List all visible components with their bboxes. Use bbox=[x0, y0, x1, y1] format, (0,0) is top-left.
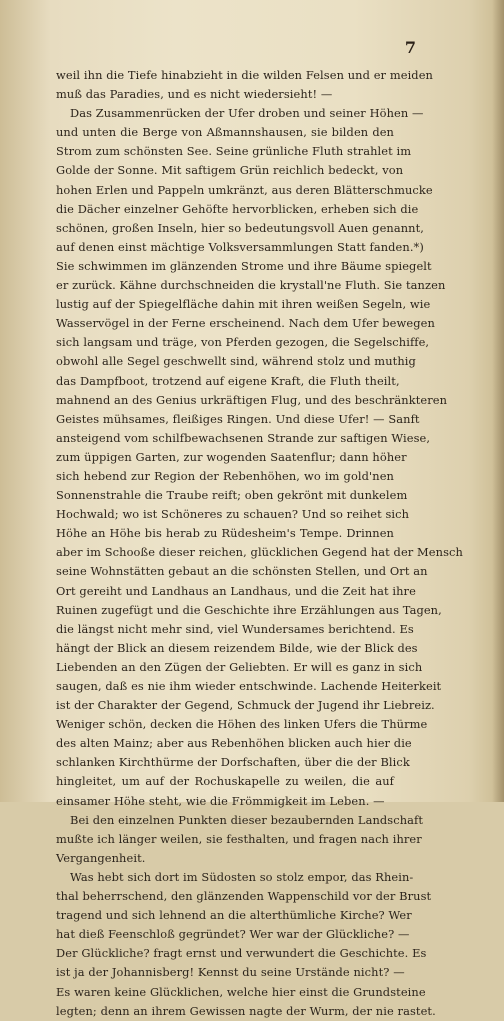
text-line: Der Glückliche? fragt ernst und verwundert die Geschichte. Es bbox=[56, 946, 427, 961]
text-line: auf denen einst mächtige Volksversammlungen Statt fanden.*) bbox=[56, 239, 424, 254]
text-line: Sonnenstrahle die Traube reift; oben gekrönt mit dunkelem bbox=[56, 488, 408, 503]
text-line: die Dächer einzelner Gehöfte hervorblicken, erheben sich die bbox=[56, 201, 419, 216]
text-line: sich hebend zur Region der Rebenhöhen, wo im gold'nen bbox=[56, 468, 394, 483]
text-line: Was hebt sich dort im Südosten so stolz empor, das Rhein- bbox=[70, 869, 414, 884]
text-line: zum üppigen Garten, zur wogenden Saatenflur; dann höher bbox=[56, 449, 407, 464]
text-line: und unten die Berge von Aßmannshausen, sie bilden den bbox=[56, 125, 394, 140]
page-number: 7 bbox=[404, 38, 416, 57]
text-line: schönen, großen Inseln, hier so bedeutungsvoll Auen genannt, bbox=[56, 220, 425, 235]
text-line: saugen, daß es nie ihm wieder entschwinde. Lachende Heiterkeit bbox=[56, 679, 442, 693]
text-line: einsamer Höhe steht, wie die Frömmigkeit im Leben. — bbox=[56, 793, 385, 808]
text-line: Sie schwimmen im glänzenden Strome und ihre Bäume spiegelt bbox=[56, 258, 432, 273]
text-line: die längst nicht mehr sind, viel Wundersames berichtend. Es bbox=[56, 621, 414, 636]
text-line: Bei den einzelnen Punkten dieser bezaubernden Landschaft bbox=[70, 812, 424, 827]
text-line: Höhe an Höhe bis herab zu Rüdesheim's Tempe. Drinnen bbox=[56, 526, 394, 541]
text-line: weil ihn die Tiefe hinabzieht in die wilden Felsen und er meiden bbox=[56, 68, 433, 82]
text-line: ist der Charakter der Gegend, Schmuck der Jugend ihr Liebreiz. bbox=[56, 698, 435, 713]
text-line: er zurück. Kähne durchschneiden die krystall'ne Fluth. Sie tanzen bbox=[56, 278, 446, 293]
text-line: sich langsam und träge, von Pferden gezogen, die Segelschiffe, bbox=[56, 335, 430, 350]
text-line: lustig auf der Spiegelfläche dahin mit ihren weißen Segeln, wie bbox=[56, 297, 431, 312]
page-gutter-shadow bbox=[492, 0, 504, 802]
text-line: Wasservögel in der Ferne erscheinend. Nach dem Ufer bewegen bbox=[56, 316, 435, 331]
text-line: muß das Paradies, und es nicht wiedersieht! — bbox=[56, 87, 333, 102]
body-text bbox=[56, 66, 463, 1021]
text-line: Ort gereiht und Landhaus an Landhaus, und die Zeit hat ihre bbox=[56, 583, 416, 598]
text-line: Strom zum schönsten See. Seine grünliche Fluth strahlet im bbox=[56, 144, 412, 159]
text-line: obwohl alle Segel geschwellt sind, während stolz und muthig bbox=[56, 354, 416, 369]
text-line: Weniger schön, decken die Höhen des linken Ufers die Thürme bbox=[56, 717, 428, 732]
text-line: Geistes mühsames, fleißiges Ringen. Und diese Ufer! — Sanft bbox=[56, 411, 420, 426]
text-line: des alten Mainz; aber aus Rebenhöhen blicken auch hier die bbox=[56, 736, 412, 751]
text-line: schlanken Kirchthürme der Dorfschaften, über die der Blick bbox=[56, 755, 410, 770]
text-line: das Dampfboot, trotzend auf eigene Kraft, die Fluth theilt, bbox=[56, 373, 400, 388]
text-line: Hochwald; wo ist Schöneres zu schauen? Und so reihet sich bbox=[56, 507, 410, 522]
text-line: ansteigend vom schilfbewachsenen Strande zur saftigen Wiese, bbox=[56, 430, 431, 445]
text-line: hingleitet, um auf der Rochuskapelle zu weilen, die auf bbox=[56, 774, 394, 789]
text-line: seine Wohnstätten gebaut an die schönsten Stellen, und Ort an bbox=[56, 564, 428, 579]
text-line: Vergangenheit. bbox=[56, 850, 146, 865]
text-line: Ruinen zugefügt und die Geschichte ihre Erzählungen aus Tagen, bbox=[56, 602, 442, 617]
text-line: Das Zusammenrücken der Ufer droben und seiner Höhen — bbox=[70, 106, 424, 121]
text-line: mahnend an des Genius urkräftigen Flug, und des beschränkteren bbox=[56, 392, 448, 407]
text-line: legten; denn an ihrem Gewissen nagte der Wurm, der nie rastet. bbox=[56, 1003, 436, 1018]
text-line: hohen Erlen und Pappeln umkränzt, aus deren Blätterschmucke bbox=[56, 182, 433, 197]
text-line: mußte ich länger weilen, sie festhalten, und fragen nach ihrer bbox=[56, 831, 422, 846]
text-line: hat dieß Feenschloß gegründet? Wer war der Glückliche? — bbox=[56, 927, 410, 942]
text-line: ist ja der Johannisberg! Kennst du seine Urstände nicht? — bbox=[56, 965, 405, 980]
text-line: Liebenden an den Zügen der Geliebten. Er will es ganz in sich bbox=[56, 659, 423, 674]
text-line: hängt der Blick an diesem reizendem Bilde, wie der Blick des bbox=[56, 640, 418, 655]
text-line: tragend und sich lehnend an die alterthümliche Kirche? Wer bbox=[56, 908, 412, 923]
text-line: thal beherrschend, den glänzenden Wappenschild vor der Brust bbox=[56, 889, 432, 904]
text-line: aber im Schooße dieser reichen, glücklichen Gegend hat der Mensch bbox=[56, 545, 463, 560]
text-line: Golde der Sonne. Mit saftigem Grün reichlich bedeckt, von bbox=[56, 163, 404, 178]
text-line: Es waren keine Glücklichen, welche hier einst die Grundsteine bbox=[56, 984, 426, 999]
